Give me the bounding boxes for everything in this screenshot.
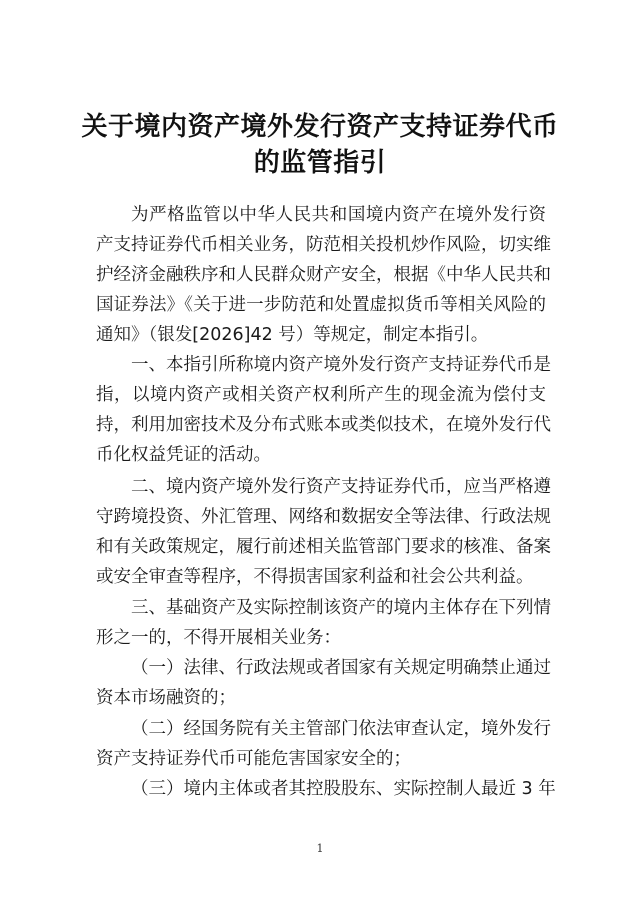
article-1-line: 持，利用加密技术及分布式账本或类似技术，在境外发行代 (96, 415, 551, 435)
article-3-line: 三、基础资产及实际控制该资产的境内主体存在下列情 (131, 598, 551, 618)
article-2-line: 和有关政策规定，履行前述相关监管部门要求的核准、备案 (96, 537, 551, 557)
document-title-line-1: 关于境内资产境外发行资产支持证券代币 (81, 112, 559, 142)
preamble-line: 为严格监管以中华人民共和国境内资产在境外发行资 (131, 205, 546, 225)
item-2-line: 资产支持证券代币可能危害国家安全的； (96, 749, 411, 769)
article-2-line: 二、境内资产境外发行资产支持证券代币，应当严格遵 (131, 477, 551, 497)
item-2-line: （二）经国务院有关主管部门依法审查认定，境外发行 (131, 719, 551, 739)
item-1-line: （一）法律、行政法规或者国家有关规定明确禁止通过 (131, 658, 551, 678)
article-3-line: 形之一的，不得开展相关业务： (96, 628, 341, 648)
article-1-line: 指，以境内资产或相关资产权利所产生的现金流为偿付支 (96, 385, 546, 405)
article-1-line: 币化权益凭证的活动。 (96, 445, 271, 465)
preamble-line: 通知》（银发[2026]42 号）等规定，制定本指引。 (96, 325, 489, 345)
preamble-line: 产支持证券代币相关业务，防范相关投机炒作风险，切实维 (96, 235, 551, 255)
article-1-line: 一、本指引所称境内资产境外发行资产支持证券代币是 (131, 355, 551, 375)
item-3-line: （三）境内主体或者其控股股东、实际控制人最近 3 年 (131, 779, 556, 799)
preamble-line: 国证券法》《关于进一步防范和处置虚拟货币等相关风险的 (96, 295, 546, 315)
item-1-line: 资本市场融资的； (96, 688, 236, 708)
preamble-line: 护经济金融秩序和人民群众财产安全，根据《中华人民共和 (96, 265, 551, 285)
page-number: 1 (316, 842, 324, 855)
document-title-line-2: 的监管指引 (253, 148, 387, 178)
article-2-line: 或安全审查等程序，不得损害国家利益和社会公共利益。 (96, 567, 534, 587)
article-2-line: 守跨境投资、外汇管理、网络和数据安全等法律、行政法规 (96, 507, 551, 527)
